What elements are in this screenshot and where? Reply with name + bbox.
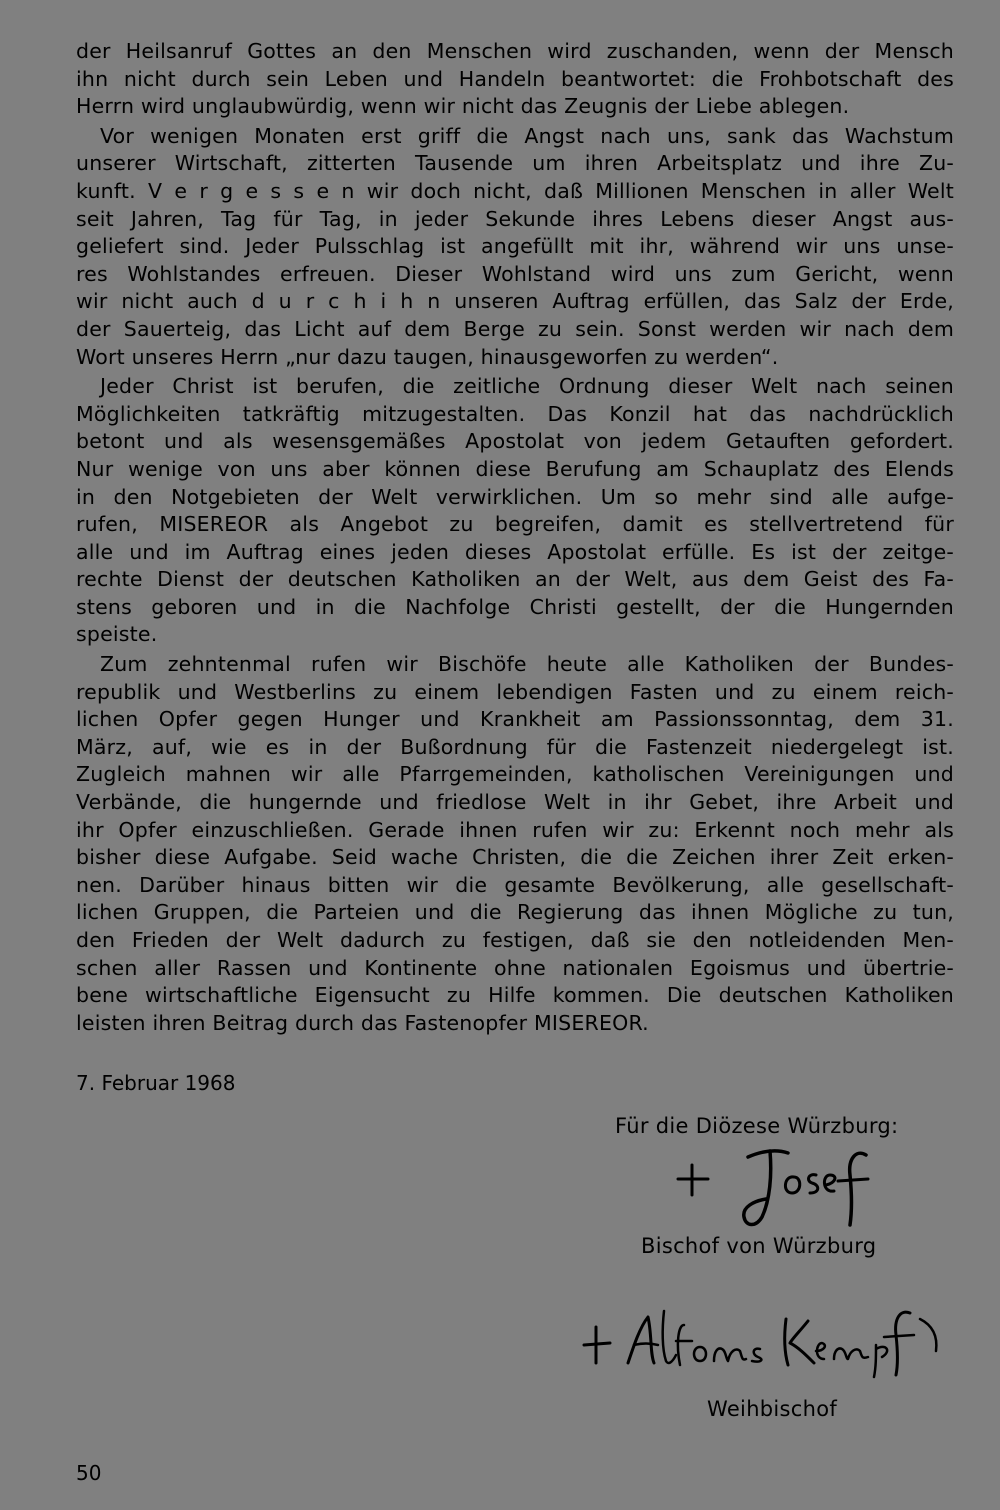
text-line: seit Jahren, Tag für Tag, in jeder Sekunde ihres Lebens dieser Angst aus-: [76, 206, 954, 231]
auxiliary-bishop-signature: [580, 1305, 950, 1380]
text-line: Nur wenige von uns aber können diese Berufung am Schauplatz des Elends: [76, 456, 954, 481]
letter-body: [76, 38, 954, 1037]
bishop-title: Bischof von Würzburg: [641, 1234, 877, 1258]
text-line: republik und Westberlins zu einem lebendigen Fasten und zu einem reich-: [76, 679, 954, 704]
text-line: lichen Opfer gegen Hunger und Krankheit am Passionssonntag, dem 31.: [76, 707, 954, 732]
text-line: schen aller Rassen und Kontinente ohne nationalen Egoismus und übertrie-: [76, 955, 954, 980]
text-line: März, auf, wie es in der Bußordnung für die Fastenzeit niedergelegt ist.: [76, 734, 954, 759]
text-line: Zugleich mahnen wir alle Pfarrgemeinden, katholischen Vereinigungen und: [76, 762, 954, 787]
text-line: alle und im Auftrag eines jeden dieses Apostolat erfülle. Es ist der zeitge-: [76, 539, 954, 564]
auxiliary-bishop-title: Weihbischof: [707, 1397, 838, 1421]
text-line: Vor wenigen Monaten erst griff die Angst nach uns, sank das Wachstum: [100, 123, 954, 148]
text-line: speiste.: [76, 622, 158, 647]
text-line: geliefert sind. Jeder Pulsschlag ist angefüllt mit ihr, während wir uns unse-: [76, 234, 954, 259]
text-line: lichen Gruppen, die Parteien und die Regierung das ihnen Mögliche zu tun,: [76, 900, 954, 925]
text-line: Zum zehntenmal rufen wir Bischöfe heute alle Katholiken der Bundes-: [100, 652, 954, 677]
bishop-signature: [670, 1145, 880, 1230]
text-line: betont und als wesensgemäßes Apostolat von jedem Getauften gefordert.: [76, 429, 954, 454]
text-line: ihn nicht durch sein Leben und Handeln beantwortet: die Frohbotschaft des: [76, 66, 954, 91]
text-line: Herrn wird unglaubwürdig, wenn wir nicht das Zeugnis der Liebe ablegen.: [76, 94, 850, 119]
text-line: ihr Opfer einzuschließen. Gerade ihnen rufen wir zu: Erkennt noch mehr als: [76, 817, 954, 842]
diocese-label: Für die Diözese Würzburg:: [615, 1114, 899, 1138]
text-line: Verbände, die hungernde und friedlose Welt in ihr Gebet, ihre Arbeit und: [76, 790, 954, 815]
text-line: nen. Darüber hinaus bitten wir die gesamte Bevölkerung, alle gesellschaft-: [76, 872, 954, 897]
text-line: Jeder Christ ist berufen, die zeitliche Ordnung dieser Welt nach seinen: [100, 374, 954, 399]
text-line: der Heilsanruf Gottes an den Menschen wird zuschanden, wenn der Mensch: [76, 39, 954, 63]
letter-date: 7. Februar 1968: [76, 1071, 236, 1095]
text-line: unserer Wirtschaft, zitterten Tausende um ihren Arbeitsplatz und ihre Zu-: [76, 151, 954, 176]
text-line: rechte Dienst der deutschen Katholiken an der Welt, aus dem Geist des Fa-: [76, 567, 954, 592]
text-line: res Wohlstandes erfreuen. Dieser Wohlstand wird uns zum Gericht, wenn: [76, 261, 954, 286]
text-line: rufen, MISEREOR als Angebot zu begreifen, damit es stellvertretend für: [76, 512, 954, 537]
text-line: bene wirtschaftliche Eigensucht zu Hilfe kommen. Die deutschen Katholiken: [76, 983, 954, 1008]
text-line: Wort unseres Herrn „nur dazu taugen, hinausgeworfen zu werden“.: [76, 344, 779, 369]
text-line: bisher diese Aufgabe. Seid wache Christen, die die Zeichen ihrer Zeit erken-: [76, 845, 954, 870]
text-line: leisten ihren Beitrag durch das Fastenopfer MISEREOR.: [76, 1010, 649, 1035]
text-line: in den Notgebieten der Welt verwirklichen. Um so mehr sind alle aufge-: [76, 484, 954, 509]
text-line: kunft. V e r g e s s e n wir doch nicht, daß Millionen Menschen in aller Welt: [76, 178, 954, 203]
page-number: 50: [76, 1461, 102, 1485]
text-line: stens geboren und in die Nachfolge Christi gestellt, der die Hungernden: [76, 594, 954, 619]
text-line: Möglichkeiten tatkräftig mitzugestalten. Das Konzil hat das nachdrücklich: [76, 401, 954, 426]
text-line: der Sauerteig, das Licht auf dem Berge zu sein. Sonst werden wir nach dem: [76, 316, 954, 341]
text-line: wir nicht auch d u r c h i h n unseren Auftrag erfüllen, das Salz der Erde,: [76, 289, 954, 314]
text-line: den Frieden der Welt dadurch zu festigen, daß sie den notleidenden Men-: [76, 928, 954, 952]
